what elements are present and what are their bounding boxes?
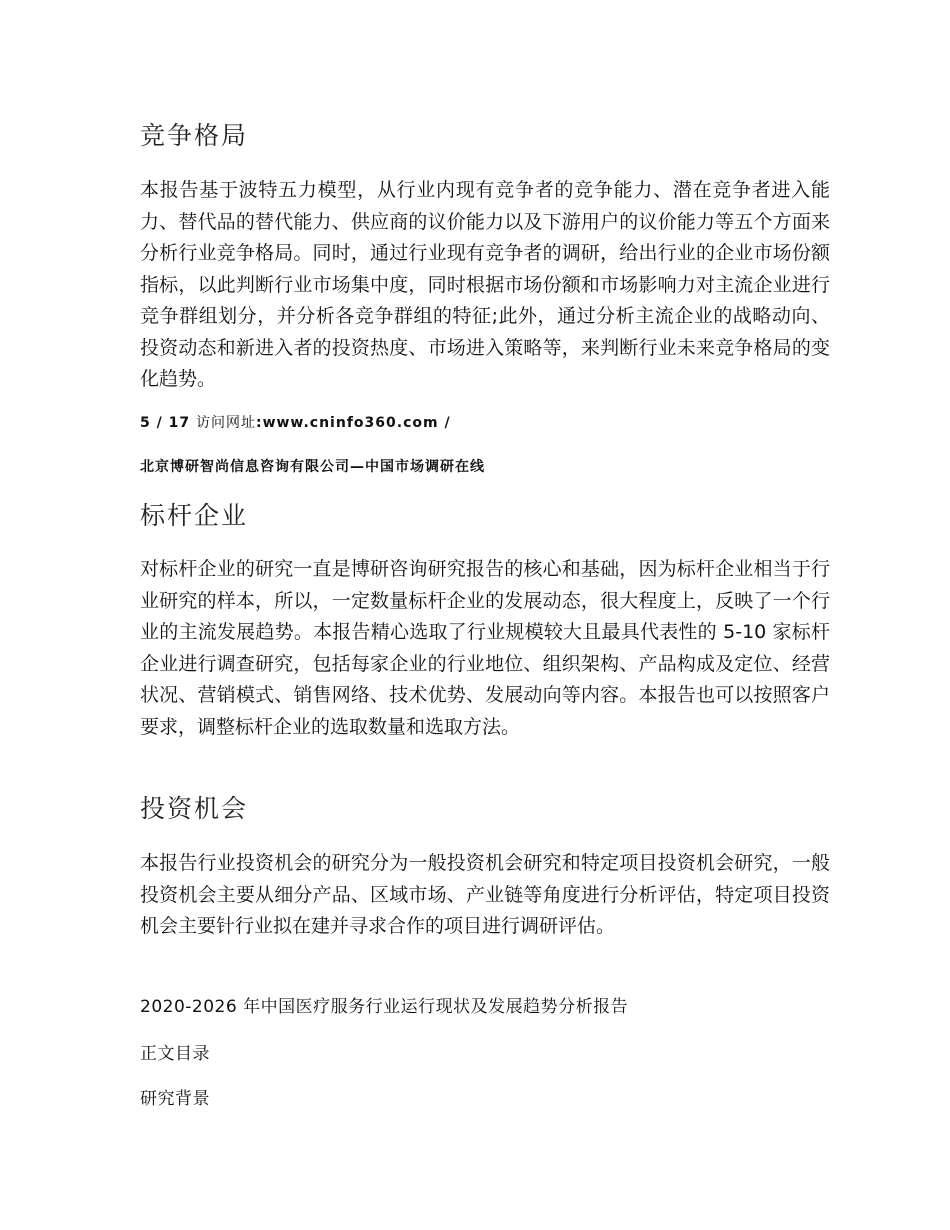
section-title-competition: 竞争格局 — [140, 121, 249, 150]
toc-label: 正文目录 — [140, 1044, 210, 1064]
section-title-investment: 投资机会 — [140, 794, 249, 823]
page-number: 5 / 17 — [140, 415, 191, 431]
document-page — [140, 0, 830, 1230]
site-label: 访问网址 — [195, 415, 256, 431]
page-footer-url-line — [140, 412, 451, 432]
site-url-link[interactable]: :www.cninfo360.com / — [255, 415, 451, 431]
section-body-benchmark: 对标杆企业的研究一直是博研咨询研究报告的核心和基础，因为标杆企业相当于行业研究的样本，所以，一定数量标杆企业的发展动态，很大程度上，反映了一个行业的主流发展趋势。本报告精心选取了行业规模较大且最具代表性的 5-10 家标杆企业进行调查研究，包括每家企业的行业地位、组织架构、产品构成及定位、经营状况、营销模式、销售网络、技术优势、发展动向等内容。本报告也可以按照客户要求，调整标杆企业的选取数量和选取方法。 — [140, 558, 830, 738]
section-body-competition: 本报告基于波特五力模型，从行业内现有竞争者的竞争能力、潜在竞争者进入能力、替代品的替代能力、供应商的议价能力以及下游用户的议价能力等五个方面来分析行业竞争格局。同时，通过行业现有竞争者的调研，给出行业的企业市场份额指标，以此判断行业市场集中度，同时根据市场份额和市场影响力对主流企业进行竞争群组划分，并分析各竞争群组的特征;此外，通过分析主流企业的战略动向、投资动态和新进入者的投资热度、市场进入策略等，来判断行业未来竞争格局的变化趋势。 — [140, 179, 830, 390]
section-title-benchmark: 标杆企业 — [140, 501, 249, 530]
section-body-investment: 本报告行业投资机会的研究分为一般投资机会研究和特定项目投资机会研究，一般投资机会主要从细分产品、区域市场、产业链等角度进行分析评估，特定项目投资机会主要针行业拟在建并寻求合作的项目进行调研评估。 — [140, 852, 830, 937]
page-header-company: 北京博研智尚信息咨询有限公司—中国市场调研在线 — [140, 459, 485, 475]
toc-item-research-background[interactable]: 研究背景 — [140, 1089, 210, 1109]
report-title: 2020-2026 年中国医疗服务行业运行现状及发展趋势分析报告 — [140, 997, 629, 1017]
